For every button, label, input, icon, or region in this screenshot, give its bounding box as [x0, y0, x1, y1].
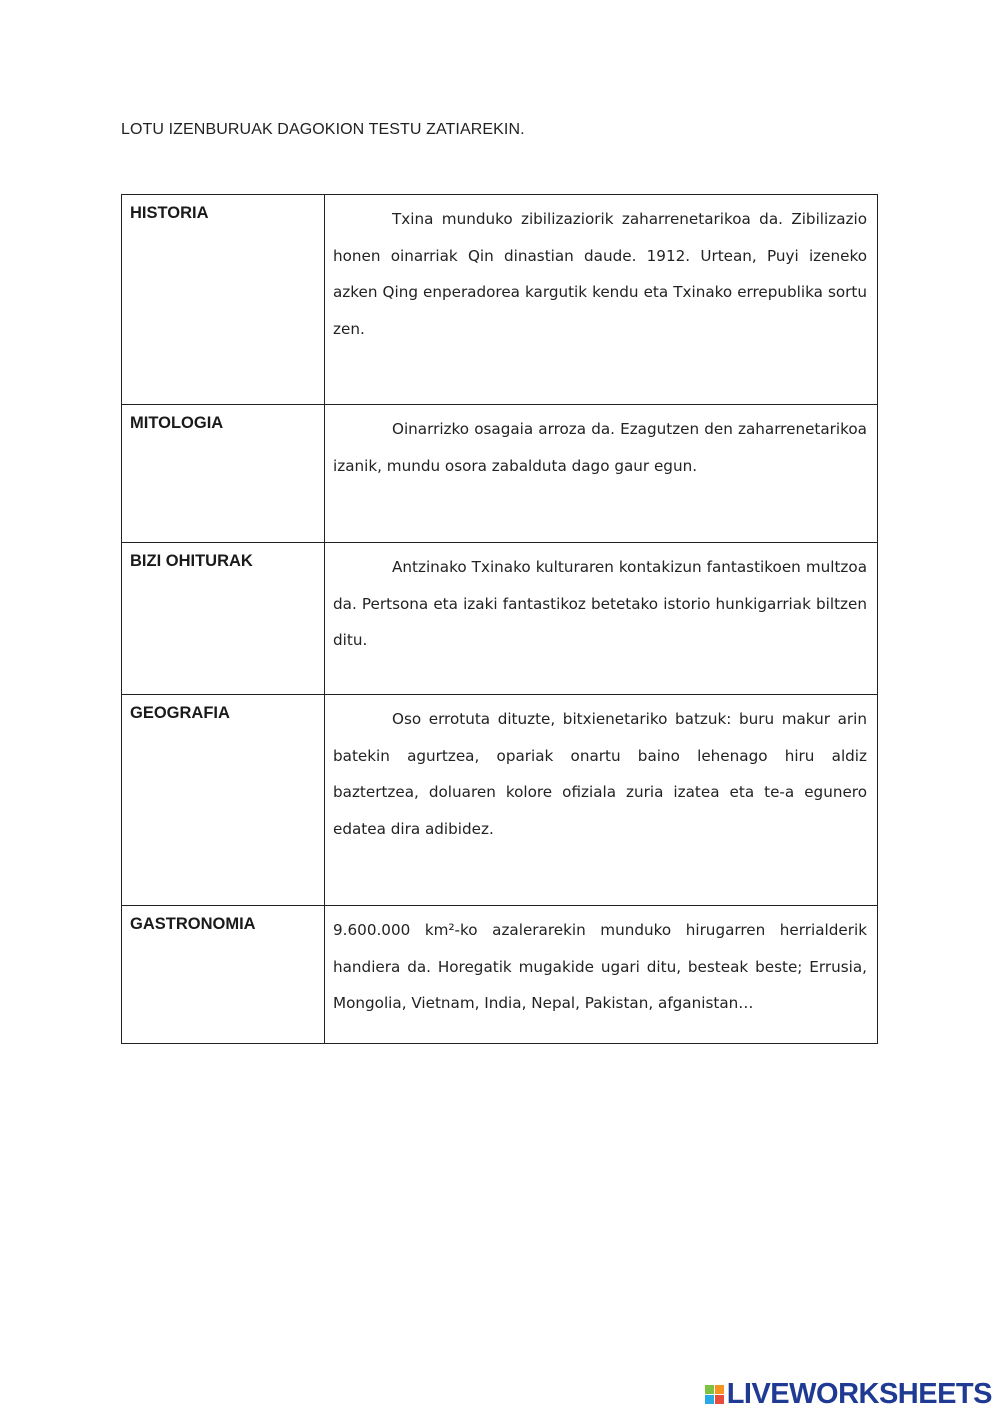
- table-row: [122, 405, 878, 543]
- logo-mark-icon: [705, 1385, 724, 1404]
- table-row: [122, 906, 878, 1044]
- text-cell: [325, 543, 878, 695]
- heading-cell: MITOLOGIA: [122, 405, 325, 543]
- text-cell: [325, 906, 878, 1044]
- logo-square: [705, 1395, 714, 1404]
- liveworksheets-logo: [705, 1378, 992, 1411]
- text-paragraph: Antzinako Txinako kulturaren kontakizun fantastikoen multzoa da. Pertsona eta izaki fantastikoz betetako istorio hunkigarriak biltzen ditu.: [333, 558, 867, 650]
- heading-cell: GEOGRAFIA: [122, 695, 325, 906]
- table-row: [122, 543, 878, 695]
- text-paragraph: Txina munduko zibilizaziorik zaharrenetarikoa da. Zibilizazio honen oinarriak Qin dinastian daude. 1912. Urtean, Puyi izeneko azken Qing enperadorea kargutik kendu eta Txinako errepublika sortu zen.: [333, 210, 867, 338]
- heading-cell: GASTRONOMIA: [122, 906, 325, 1044]
- text-paragraph: Oinarrizko osagaia arroza da. Ezagutzen den zaharrenetarikoa izanik, mundu osora zabalduta dago gaur egun.: [333, 420, 867, 475]
- text-cell: [325, 695, 878, 906]
- matching-table: [121, 194, 878, 1044]
- text-paragraph: 9.600.000 km²-ko azalerarekin munduko hirugarren herrialderik handiera da. Horegatik mugakide ugari ditu, besteak beste; Errusia, Mongolia, Vietnam, India, Nepal, Pakistan, afganistan…: [333, 921, 867, 1013]
- text-cell: [325, 195, 878, 405]
- table-row: [122, 195, 878, 405]
- table-row: [122, 695, 878, 906]
- logo-square: [715, 1395, 724, 1404]
- instruction-text: LOTU IZENBURUAK DAGOKION TESTU ZATIAREKIN.: [121, 121, 525, 138]
- heading-cell: HISTORIA: [122, 195, 325, 405]
- logo-square: [715, 1385, 724, 1394]
- logo-text: LIVEWORKSHEETS: [726, 1378, 992, 1410]
- text-paragraph: Oso errotuta dituzte, bitxienetariko batzuk: buru makur arin batekin agurtzea, opariak onartu baino lehenago hiru aldiz baztertzea, doluaren kolore ofiziala zuria izatea eta te-a egunero edatea dira adibidez.: [333, 710, 867, 838]
- heading-cell: BIZI OHITURAK: [122, 543, 325, 695]
- text-cell: [325, 405, 878, 543]
- logo-square: [705, 1385, 714, 1394]
